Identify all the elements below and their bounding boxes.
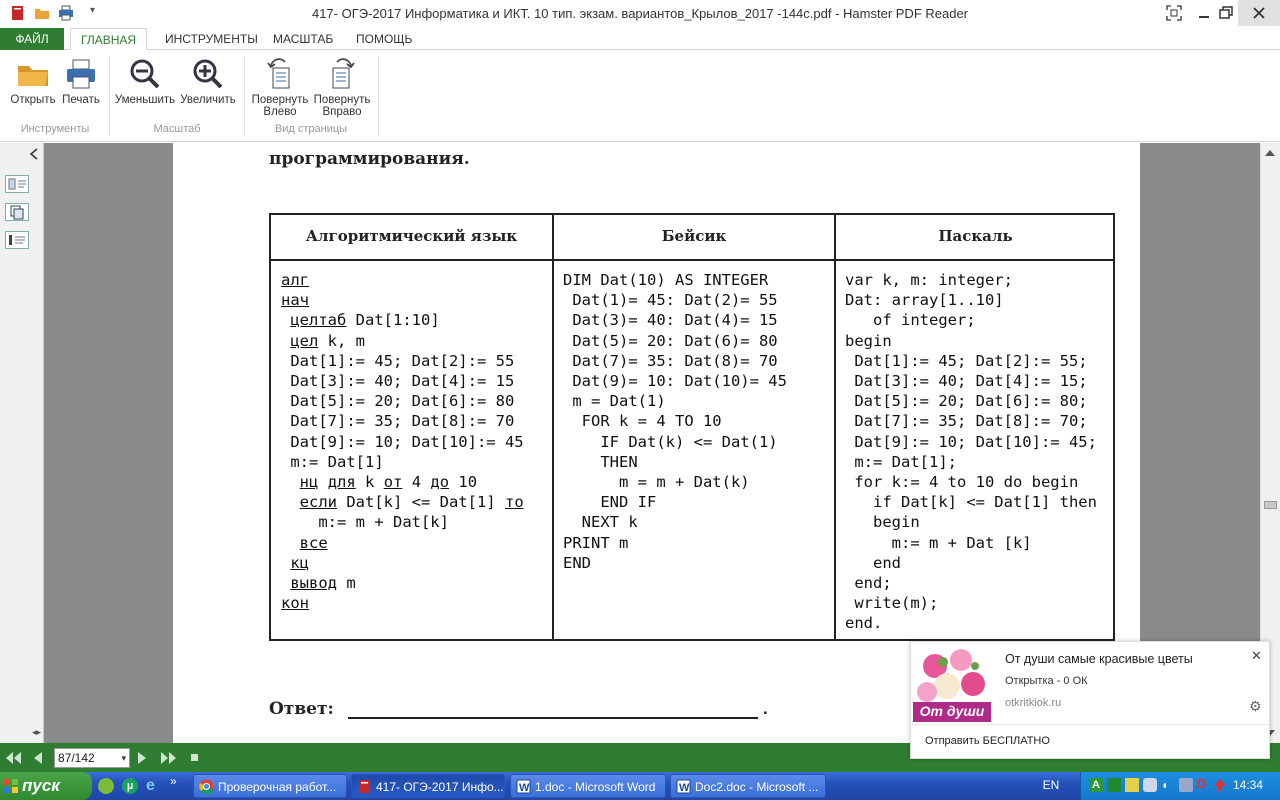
tray-d-icon[interactable]: D — [1197, 776, 1207, 791]
volume-icon[interactable]: ◖ — [1161, 778, 1169, 792]
page-number-value: 87/142 — [58, 751, 95, 765]
code-table — [269, 213, 1115, 641]
zoom-in-button[interactable] — [177, 56, 239, 106]
torrent-icon[interactable]: µ — [122, 778, 138, 794]
previous-page-icon[interactable] — [30, 750, 44, 769]
start-label: пуск — [22, 776, 60, 795]
tab-home[interactable]: ГЛАВНАЯ — [70, 28, 147, 51]
table-header-divider — [271, 259, 1113, 261]
printer-icon — [63, 56, 99, 92]
flowers-image — [913, 644, 991, 722]
word-icon — [676, 779, 691, 794]
notification-divider — [911, 724, 1269, 725]
tray-update-icon[interactable] — [1213, 778, 1227, 792]
tray-network-icon[interactable] — [1125, 778, 1139, 792]
ribbon — [0, 50, 1280, 142]
windows-logo-icon — [3, 778, 19, 794]
table-divider — [834, 215, 836, 641]
ribbon-tabs — [0, 28, 1280, 50]
zoom-out-icon — [127, 56, 163, 92]
left-sidebar — [0, 143, 44, 743]
column-header-basic: Бейсик — [661, 227, 727, 245]
tray-printer-icon[interactable] — [1179, 778, 1193, 792]
notification-title: От души самые красивые цветы — [1005, 652, 1193, 666]
first-page-icon[interactable] — [4, 750, 22, 769]
zoom-out-button[interactable] — [113, 56, 177, 106]
zoom-in-label: Увеличить — [180, 94, 236, 106]
system-tray — [1080, 772, 1280, 800]
tab-zoom[interactable]: МАСШТАБ — [273, 32, 334, 46]
rotate-left-icon — [262, 56, 298, 92]
quicklaunch-more-icon[interactable]: » — [170, 774, 177, 788]
task-label: Проверочная работ... — [218, 780, 337, 794]
pdf-reader-icon — [357, 779, 372, 794]
group-separator — [378, 56, 379, 136]
rotate-left-label-1: Повернуть — [251, 94, 309, 106]
tab-help[interactable]: ПОМОЩЬ — [356, 32, 413, 46]
taskbar — [0, 772, 1280, 800]
notification-close-icon[interactable]: ✕ — [1251, 648, 1262, 663]
open-label: Открыть — [10, 94, 56, 106]
rotate-left-button[interactable] — [249, 56, 311, 118]
stop-icon[interactable] — [191, 754, 198, 761]
close-button[interactable] — [1238, 0, 1280, 26]
thumbnails-icon[interactable] — [5, 175, 29, 193]
svg-text:W: W — [679, 782, 690, 794]
collapse-sidebar-icon[interactable] — [28, 147, 40, 164]
chrome-icon — [199, 779, 214, 794]
last-page-icon[interactable] — [160, 750, 178, 769]
quicklaunch-app-icon[interactable] — [98, 778, 114, 794]
word-icon — [516, 779, 531, 794]
sidebar-expand-icon[interactable]: ◂▸ — [32, 727, 42, 737]
print-button[interactable] — [58, 56, 104, 106]
title-bar — [0, 0, 1280, 28]
zoom-out-label: Уменьшить — [114, 94, 176, 106]
column-header-algorithmic: Алгоритмический язык — [305, 227, 518, 245]
zoom-in-icon — [190, 56, 226, 92]
next-page-icon[interactable] — [136, 750, 150, 769]
group-label-zoom: Масштаб — [153, 123, 201, 135]
flowers-caption: От души — [919, 703, 985, 719]
scroll-up-icon[interactable] — [1264, 147, 1276, 161]
page-number-input[interactable] — [54, 748, 130, 768]
window-title: 417- ОГЭ-2017 Информатика и ИКТ. 10 тип. экзам. вариантов_Крылов_2017 -144с.pdf - Hamster PDF Reader — [311, 6, 969, 21]
notification-domain: otkritkiok.ru — [1005, 697, 1062, 709]
rotate-right-icon — [324, 56, 360, 92]
rotate-left-label-2: Влево — [263, 106, 297, 118]
open-button[interactable] — [8, 56, 58, 106]
group-label-view: Вид страницы — [274, 123, 348, 135]
column-header-pascal: Паскаль — [938, 227, 1013, 245]
tray-app-icon[interactable]: A — [1089, 778, 1103, 792]
code-basic: DIM Dat(10) AS INTEGER Dat(1)= 45: Dat(2)= 55 Dat(3)= 40: Dat(4)= 15 Dat(5)= 20: Dat(6)= 80 Dat(7)= 35: Dat(8)= 70 Dat(9)= 10: Dat(10)= 45 m = Dat(1) FOR k = 4 TO 10 IF Dat(k) <= Dat(1) THEN m = m + Dat(k) END IF NEXT k PRINT m END — [563, 271, 787, 572]
print-label: Печать — [62, 94, 100, 106]
scroll-thumb[interactable] — [1264, 501, 1277, 509]
code-pascal: var k, m: integer; Dat: array[1..10] of integer; begin Dat[1]:= 45; Dat[2]:= 55; Dat[3]:= 40; Dat[4]:= 15; Dat[5]:= 20; Dat[6]:= 80; Dat[7]:= 35; Dat[8]:= 70; Dat[9]:= 10; Dat[10]:= 45; m:= Dat[1]; for k:= 4 to 10 do begin if Dat[k] <= Dat[1] then begin m:= m + Dat [k] end end; write(m); end. — [845, 271, 1097, 633]
answer-label: Ответ: — [269, 699, 334, 719]
rotate-right-button[interactable] — [311, 56, 373, 118]
group-label-tools: Инструменты — [20, 123, 90, 135]
start-button[interactable] — [0, 772, 92, 800]
page-text-top: программирования. — [269, 149, 470, 169]
task-word-1[interactable] — [510, 774, 666, 798]
svg-text:W: W — [519, 782, 530, 794]
customize-dropdown-icon[interactable]: ▾ — [90, 5, 96, 16]
task-word-2[interactable] — [670, 774, 826, 798]
code-algorithmic: алг нач целтаб Dat[1:10] цел k, m Dat[1]:= 45; Dat[2]:= 55 Dat[3]:= 40; Dat[4]:= 15 Dat[5]:= 20; Dat[6]:= 80 Dat[7]:= 35; Dat[8]:= 70 Dat[9]:= 10; Dat[10]:= 45 m:= Dat[1] нц для k от 4 до 10 если Dat[k] <= Dat[1] то m:= m + Dat[k] все кц вывод m кон — [281, 271, 524, 613]
task-label: 417- ОГЭ-2017 Инфо... — [376, 780, 504, 794]
task-pdf-reader[interactable] — [351, 774, 505, 798]
table-divider — [552, 215, 554, 641]
answer-line — [348, 717, 758, 719]
tab-tools[interactable]: ИНСТРУМЕНТЫ — [165, 32, 258, 46]
task-label: Doc2.doc - Microsoft ... — [695, 780, 819, 794]
answer-period: . — [763, 699, 768, 718]
notification-settings-icon[interactable]: ⚙ — [1249, 698, 1262, 714]
notification-popup[interactable] — [910, 641, 1270, 759]
pages-icon[interactable] — [5, 203, 29, 221]
notification-action-button[interactable]: Отправить БЕСПЛАТНО — [925, 735, 1050, 747]
clock: 14:34 — [1233, 778, 1264, 792]
tab-file[interactable]: ФАЙЛ — [0, 28, 64, 50]
rotate-right-label-1: Повернуть — [313, 94, 371, 106]
language-indicator[interactable]: EN — [1042, 778, 1060, 792]
internet-explorer-icon[interactable]: e — [146, 777, 155, 794]
notification-subtitle: Открытка - 0 ОК — [1005, 675, 1088, 687]
rotate-right-label-2: Вправо — [322, 106, 362, 118]
tray-green-icon[interactable] — [1107, 778, 1121, 792]
page-dropdown-icon[interactable]: ▾ — [121, 753, 126, 763]
folder-icon — [15, 56, 51, 92]
task-label: 1.doc - Microsoft Word — [535, 780, 656, 794]
tray-security-icon[interactable] — [1143, 778, 1157, 792]
bookmarks-icon[interactable] — [5, 231, 29, 249]
task-chrome[interactable] — [193, 774, 347, 798]
